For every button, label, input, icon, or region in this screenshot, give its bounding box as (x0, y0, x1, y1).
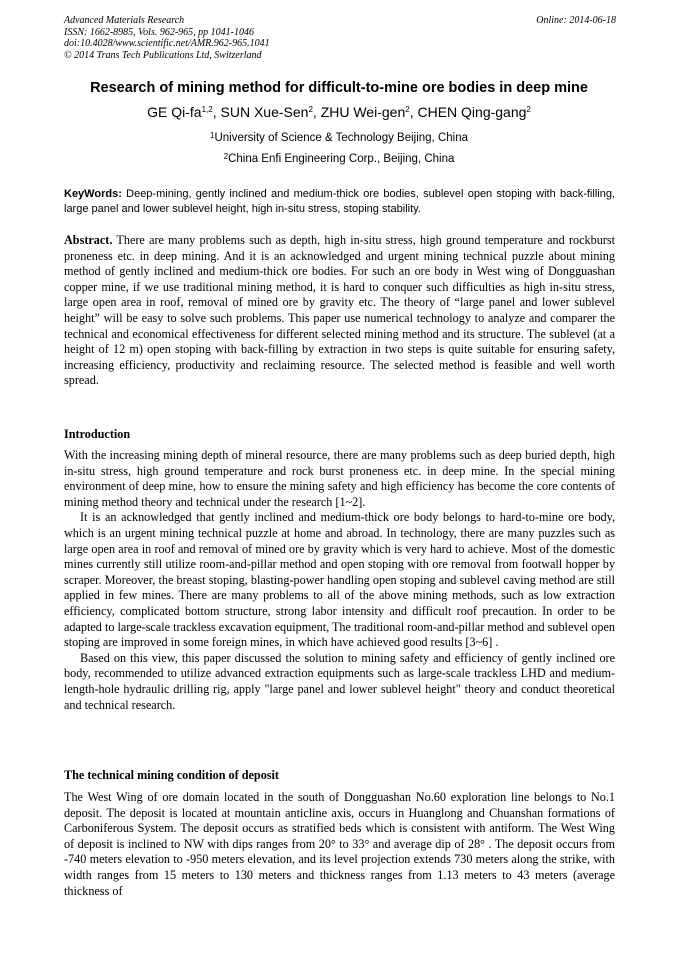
keywords-text: Deep-mining, gently inclined and medium-thick ore bodies, sublevel open stoping with back-filling, large panel and lower sublevel height, high in-situ stress, stoping stability. (64, 188, 615, 215)
author-name: SUN Xue-Sen (220, 104, 309, 120)
author-name: CHEN Qing-gang (417, 104, 527, 120)
affiliation-mark: 1 (209, 131, 215, 140)
author-separator: , (312, 104, 321, 120)
keywords (64, 187, 615, 217)
affiliation-1 (40, 131, 638, 145)
affiliation-2 (40, 152, 638, 166)
introduction-heading: Introduction (64, 427, 131, 441)
author-affiliation-mark: 2 (308, 105, 313, 114)
intro-paragraph-1: With the increasing mining depth of mineral resource, there are many problems such as deep buried depth, high in-situ stress, high ground temperature and rock burst proneness etc. in deep mine. In the special mining environment of deep mine, how to ensure the mining safety and high efficiency has become the core contents of mining method theory and technical under the research [1~2]. (64, 448, 615, 509)
author-affiliation-mark: 1,2 (201, 105, 213, 114)
abstract-paragraph (64, 233, 615, 389)
author-affiliation-mark: 2 (526, 105, 531, 114)
affiliation-text: University of Science & Technology Beijing, China (214, 132, 468, 144)
affiliation-mark: 2 (223, 152, 229, 161)
author-name: ZHU Wei-gen (320, 104, 406, 120)
abstract-text: There are many problems such as depth, high in-situ stress, high ground temperature and rockburst proneness etc. in deep mining. And it is an acknowledged and urgent mining technical puzzle about mining method of gently inclined and medium-thick ore bodies. For such an ore body in West wing of Dongguashan copper mine, if we use traditional mining method, it is hard to conquer such difficulties as high in-situ stress, large open area in roof, removal of mined ore by gravity etc. The theory of “large panel and lower sublevel height” will be easy to solve such problems. This paper use numerical technology to analyze and comparer the technical and economical effectiveness for different selected mining method and its structure. The sublevel (at a height of 12 m) open stoping with back-filling by extraction in two steps is quite suitable for ensuring safety, increasing efficiency, productivity and reclaiming resource. The selected method is feasible and well worth spread. (64, 233, 615, 388)
technical-paragraph: The West Wing of ore domain located in the south of Dongguashan No.60 exploration line belongs to No.1 deposit. The deposit is located at mountain anticline axis, occurs in Huanglong and Chuanshan formations of Carboniferous System. The deposit occurs as stratified beds which is consistent with antiform. The West Wing of deposit is inclined to NW with dips ranges from 20° to 33° and average dip of 28° . The deposit occurs from -740 meters elevation to -950 meters elevation, and its level projection extends 730 meters along the strike, with width ranges from 15 meters to 130 meters and thickness ranges from 1.13 meters to 43 meters (average thickness of (64, 790, 615, 898)
author-separator: , (409, 104, 418, 120)
author-affiliation-mark: 2 (405, 105, 410, 114)
doi-line: doi:10.4028/www.scientific.net/AMR.962-965.1041 (64, 38, 270, 49)
copyright-line: © 2014 Trans Tech Publications Ltd, Switzerland (64, 49, 262, 61)
author-separator: , (212, 104, 221, 120)
author-name: GE Qi-fa (147, 104, 202, 120)
author-list (40, 103, 638, 121)
abstract-label: Abstract. (64, 233, 113, 247)
introduction-body (64, 448, 615, 713)
paper-title: Research of mining method for difficult-to-mine ore bodies in deep mine (90, 80, 588, 96)
intro-paragraph-3: Based on this view, this paper discussed the solution to mining safety and efficiency of gently inclined ore body, recommended to utilize advanced extraction equipments such as large-scale trackless LHD and medium-length-hole hydraulic drilling rig, apply "large panel and lower sublevel height" theory and conduct theoretical and technical research. (64, 650, 615, 712)
intro-paragraph-2: It is an acknowledged that gently inclined and medium-thick ore body belongs to hard-to-mine ore body, which is an urgent mining technical puzzle at home and abroad. In technology, there are many puzzles such as large open area in roof and removal of mined ore by gravity which is very hard to achieve. Most of the domestic mines currently still utilize room-and-pillar method and open stoping with ore removal from footwall hopper by scraper. Moreover, the breast stoping, blasting-power handling open stoping and sublevel caving method are still applied in few mines. There are many problems to all of the above mining methods, such as low extraction efficiency, complicated bottom structure, strong labor intensity and difficult roof precaution. In order to be adapted to large-scale trackless excavation equipment, The traditional room-and-pillar method and sublevel open stoping are improved in some foreign mines, in which have achieved good results [3~6] . (64, 510, 615, 650)
abstract (64, 233, 615, 389)
technical-heading: The technical mining condition of deposit (64, 768, 279, 782)
online-date: Online: 2014-06-18 (536, 15, 616, 26)
affiliation-text: China Enfi Engineering Corp., Beijing, China (228, 153, 455, 165)
journal-header (64, 15, 616, 61)
technical-body (64, 790, 615, 899)
keywords-label: KeyWords: (64, 188, 122, 200)
issn-line: ISSN: 1662-8985, Vols. 962-965, pp 1041-1046 (64, 26, 254, 38)
journal-name: Advanced Materials Research (64, 15, 185, 26)
